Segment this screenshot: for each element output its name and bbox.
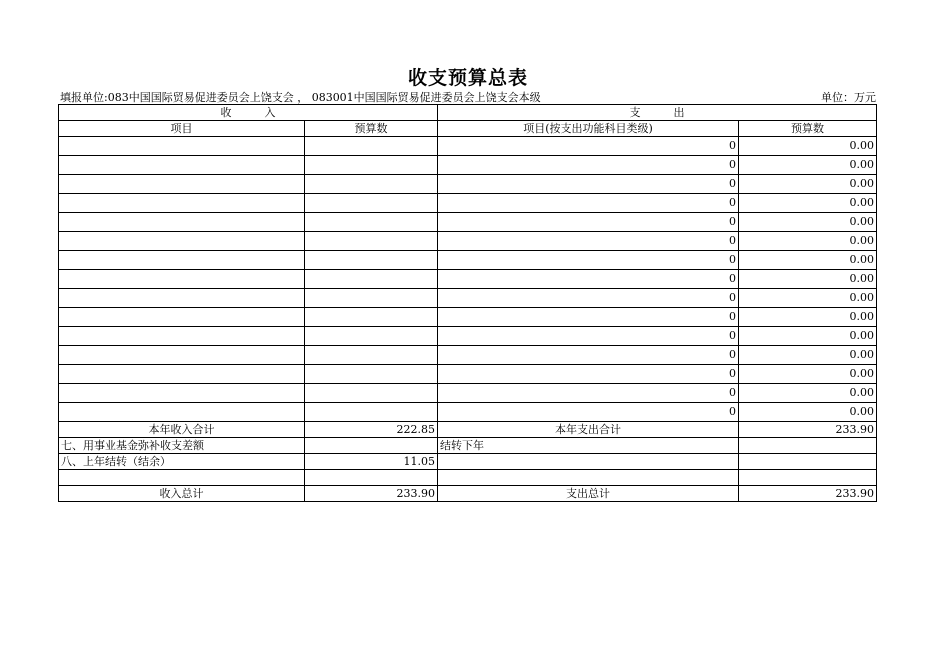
budget-summary-table [58,104,877,502]
expense-amount-cell: 0.00 [739,346,877,365]
table-row [59,308,877,327]
expense-year-total-label: 本年支出合计 [438,422,739,438]
section-header-row [59,105,877,121]
table-row [59,251,877,270]
table-row [59,403,877,422]
table-row [59,175,877,194]
last-year-carryover-label: 八、上年结转（结余） [59,454,305,470]
page-title: 收支预算总表 [407,67,528,89]
expense-grand-total-value: 233.90 [739,486,877,502]
table-row [59,156,877,175]
expense-item-cell: 0 [438,403,739,422]
expense-amount-cell: 0.00 [739,270,877,289]
expense-item-cell: 0 [438,251,739,270]
table-row [59,365,877,384]
expense-item-cell: 0 [438,327,739,346]
expense-item-cell: 0 [438,137,739,156]
income-grand-total-value: 233.90 [305,486,438,502]
blank-row [59,470,877,486]
expense-item-cell: 0 [438,289,739,308]
reporting-unit-label: 填报单位:083中国国际贸易促进委员会上饶支会 ， 083001中国国际贸易促进委员会上饶支会本级 [60,91,541,104]
income-grand-total-label: 收入总计 [59,486,305,502]
expense-item-cell: 0 [438,232,739,251]
expense-amount-cell: 0.00 [739,175,877,194]
expense-amount-cell: 0.00 [739,251,877,270]
expense-year-total-value: 233.90 [739,422,877,438]
expense-section-header: 支 出 [438,105,877,121]
expense-item-cell: 0 [438,156,739,175]
expense-item-cell: 0 [438,308,739,327]
table-row [59,137,877,156]
expense-item-cell: 0 [438,365,739,384]
expense-item-cell: 0 [438,346,739,365]
expense-amount-cell: 0.00 [739,365,877,384]
expense-item-cell: 0 [438,194,739,213]
grand-total-row [59,486,877,502]
table-row [59,232,877,251]
expense-amount-cell: 0.00 [739,156,877,175]
expense-item-cell: 0 [438,213,739,232]
expense-amount-header: 预算数 [739,121,877,137]
expense-item-cell: 0 [438,175,739,194]
expense-amount-cell: 0.00 [739,308,877,327]
expense-amount-cell: 0.00 [739,232,877,251]
table-row [59,384,877,403]
expense-amount-cell: 0.00 [739,137,877,156]
table-row [59,327,877,346]
expense-item-cell: 0 [438,384,739,403]
table-row [59,289,877,308]
carry-next-year-label: 结转下年 [438,438,739,454]
expense-amount-cell: 0.00 [739,403,877,422]
expense-grand-total-label: 支出总计 [438,486,739,502]
currency-unit-label: 单位：万元 [821,91,876,104]
table-row [59,346,877,365]
expense-amount-cell: 0.00 [739,384,877,403]
income-section-header: 收 入 [59,105,438,121]
expense-item-cell: 0 [438,270,739,289]
table-row [59,270,877,289]
year-total-row [59,422,877,438]
fund-balance-row [59,438,877,454]
table-row [59,213,877,232]
last-year-carryover-row [59,454,877,470]
expense-amount-cell: 0.00 [739,194,877,213]
income-year-total-label: 本年收入合计 [59,422,305,438]
fund-balance-label: 七、用事业基金弥补收支差额 [59,438,305,454]
expense-item-header: 项目(按支出功能科目类级) [438,121,739,137]
expense-amount-cell: 0.00 [739,289,877,308]
income-year-total-value: 222.85 [305,422,438,438]
income-amount-header: 预算数 [305,121,438,137]
expense-amount-cell: 0.00 [739,327,877,346]
income-item-header: 项目 [59,121,305,137]
expense-amount-cell: 0.00 [739,213,877,232]
column-header-row [59,121,877,137]
table-row [59,194,877,213]
last-year-carryover-value: 11.05 [305,454,438,470]
